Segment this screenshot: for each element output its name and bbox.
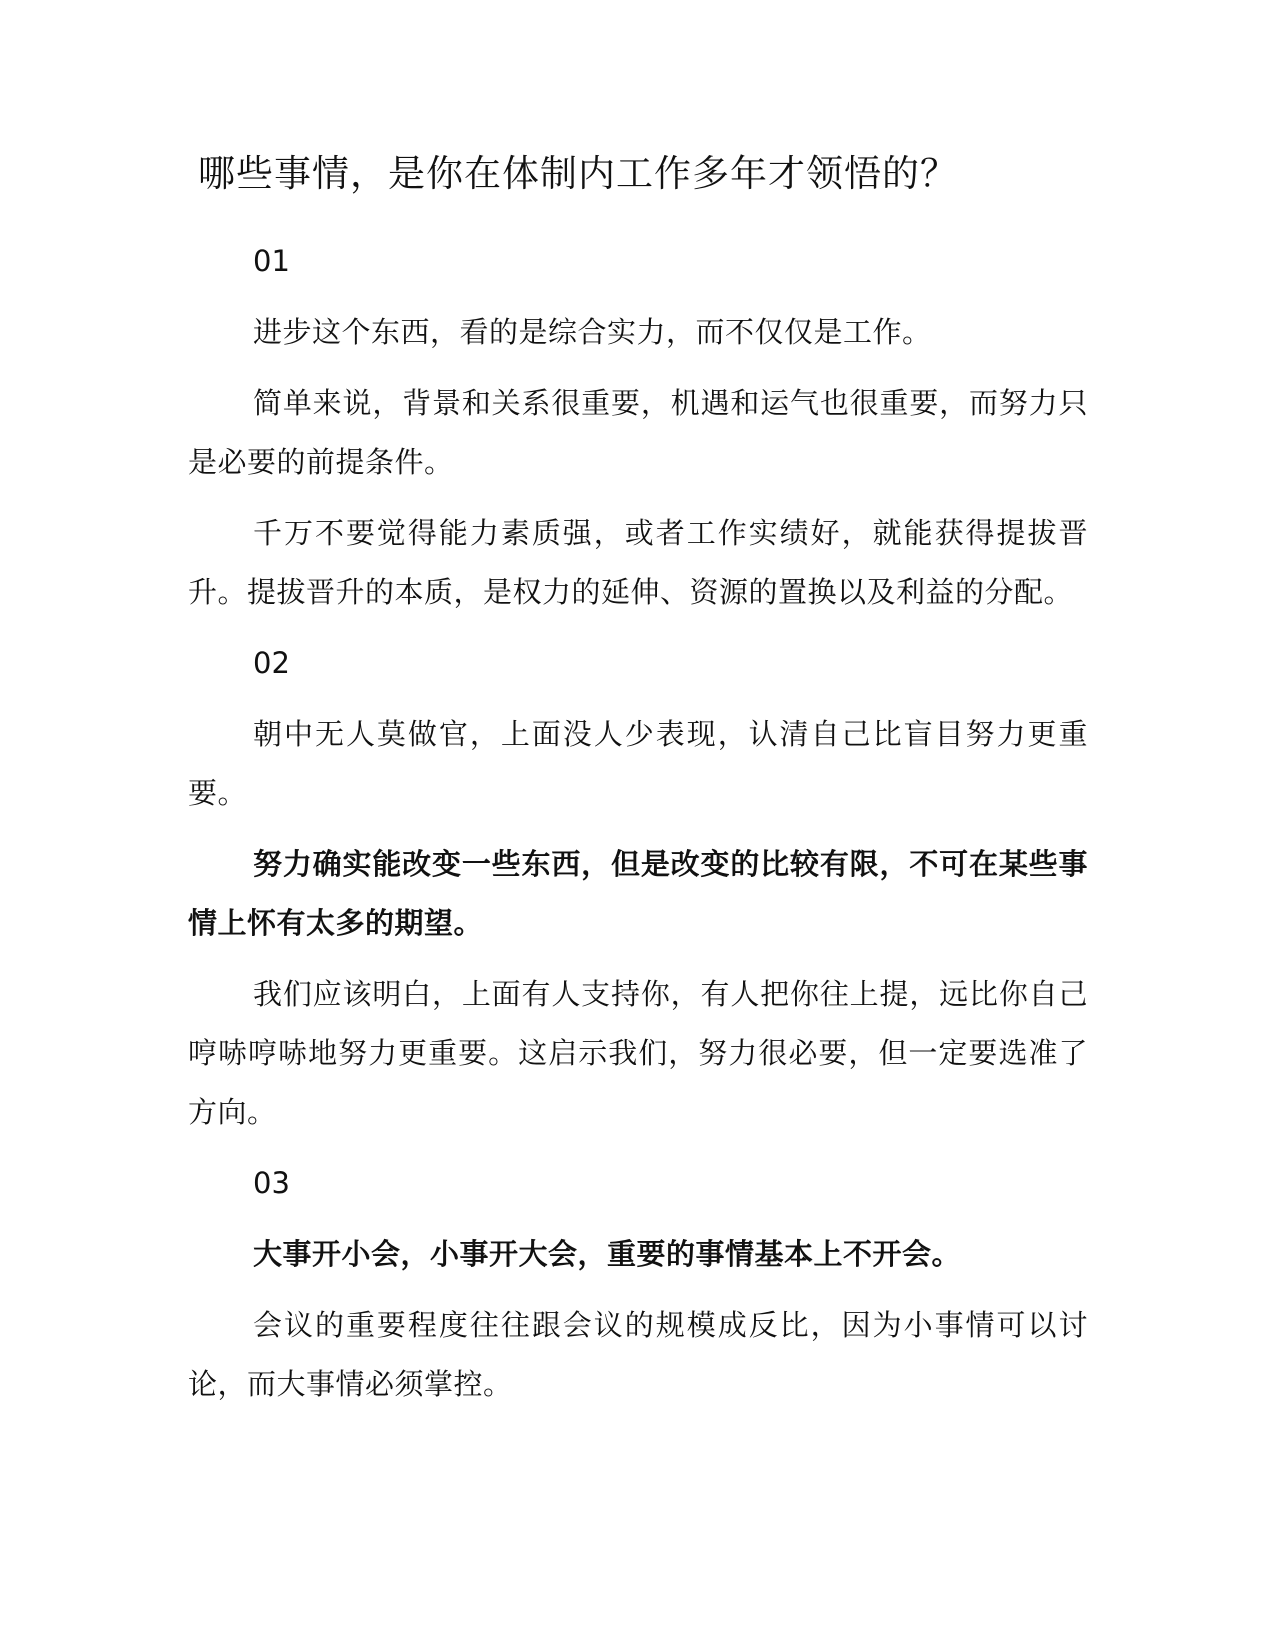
paragraph: 简单来说，背景和关系很重要，机遇和运气也很重要，而努力只是必要的前提条件。 (188, 386, 1088, 479)
paragraph-emphasis: 努力确实能改变一些东西，但是改变的比较有限，不可在某些事情上怀有太多的期望。 (188, 847, 1088, 940)
section-number: 03 (253, 1166, 290, 1200)
paragraph: 千万不要觉得能力素质强，或者工作实绩好，就能获得提拔晋升。提拔晋升的本质，是权力的延伸、资源的置换以及利益的分配。 (188, 516, 1088, 609)
paragraph: 朝中无人莫做官，上面没人少表现，认清自己比盲目努力更重要。 (188, 717, 1088, 810)
section-number: 02 (253, 646, 290, 680)
paragraph: 我们应该明白，上面有人支持你，有人把你往上提，远比你自己哼哧哼哧地努力更重要。这启示我们，努力很必要，但一定要选准了方向。 (188, 977, 1088, 1129)
document-title: 哪些事情，是你在体制内工作多年才领悟的？ (198, 152, 958, 195)
paragraph-emphasis: 大事开小会，小事开大会，重要的事情基本上不开会。 (253, 1237, 962, 1271)
paragraph: 会议的重要程度往往跟会议的规模成反比，因为小事情可以讨论，而大事情必须掌控。 (188, 1308, 1088, 1401)
paragraph: 进步这个东西，看的是综合实力，而不仅仅是工作。 (253, 315, 932, 349)
section-number: 01 (253, 244, 290, 278)
document-body (188, 232, 1088, 1426)
